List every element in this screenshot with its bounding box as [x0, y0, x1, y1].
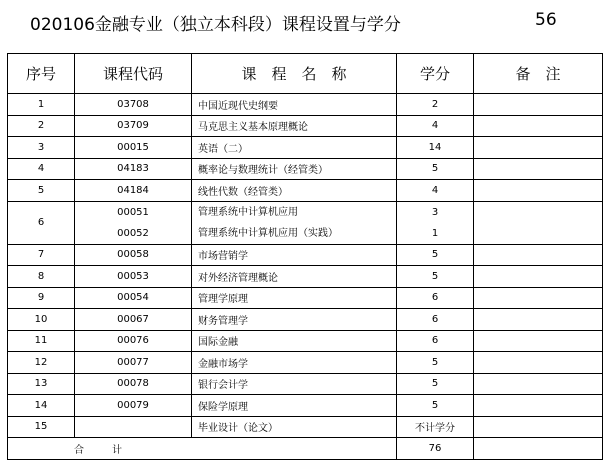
cell-name: 马克思主义基本原理概论: [192, 115, 397, 137]
cell-name: 中国近现代史纲要: [192, 94, 397, 116]
total-label-a: 合: [74, 444, 84, 456]
cell-credit: 5: [397, 266, 474, 288]
cell-name: 管理学原理: [192, 287, 397, 309]
table-row: [8, 137, 603, 159]
cell-note: [474, 115, 603, 137]
cell-credit: 6: [397, 287, 474, 309]
cell-name: [192, 201, 397, 244]
cell-code: 00067: [75, 309, 192, 331]
cell-code: 00058: [75, 244, 192, 266]
cell-note: [474, 352, 603, 374]
cell-no: 10: [8, 309, 75, 331]
table-row: [8, 309, 603, 331]
cell-name: 毕业设计（论文）: [192, 416, 397, 438]
cell-credit: 14: [397, 137, 474, 159]
cell-no: 15: [8, 416, 75, 438]
cell-name: 线性代数（经管类）: [192, 180, 397, 202]
total-label-b: 计: [112, 444, 122, 456]
cell-note: [474, 373, 603, 395]
cell-note: [474, 395, 603, 417]
table-row: [8, 244, 603, 266]
cell-credit: 5: [397, 352, 474, 374]
cell-note: [474, 94, 603, 116]
cell-code: 03709: [75, 115, 192, 137]
cell-code: [75, 201, 192, 244]
table-header-row: [8, 54, 603, 94]
cell-note: [474, 416, 603, 438]
course-table: [7, 53, 603, 460]
cell-name: 金融市场学: [192, 352, 397, 374]
cell-credit: 5: [397, 395, 474, 417]
total-note: [474, 438, 603, 460]
table-row: [8, 330, 603, 352]
table-row: [8, 94, 603, 116]
header-no: 序号: [8, 54, 75, 94]
cell-no: 13: [8, 373, 75, 395]
total-credit: 76: [397, 438, 474, 460]
table-row: [8, 115, 603, 137]
header-credit: 学分: [397, 54, 474, 94]
cell-no: 14: [8, 395, 75, 417]
cell-name-b: 管理系统中计算机应用（实践）: [198, 227, 338, 239]
header-note: 备 注: [474, 54, 603, 94]
cell-credit: 5: [397, 158, 474, 180]
table-row: [8, 158, 603, 180]
cell-credit: 2: [397, 94, 474, 116]
cell-credit-b: 1: [431, 227, 439, 239]
cell-no: 5: [8, 180, 75, 202]
cell-code: 00078: [75, 373, 192, 395]
cell-no: 9: [8, 287, 75, 309]
cell-name: 财务管理学: [192, 309, 397, 331]
cell-name: 银行会计学: [192, 373, 397, 395]
cell-name: 概率论与数理统计（经管类）: [192, 158, 397, 180]
cell-no: 6: [8, 201, 75, 244]
cell-code: 04184: [75, 180, 192, 202]
cell-note: [474, 330, 603, 352]
table-row: [8, 180, 603, 202]
cell-code: 03708: [75, 94, 192, 116]
page-title: [30, 10, 557, 35]
cell-credit: [397, 201, 474, 244]
table-row: [8, 373, 603, 395]
total-label: [8, 438, 397, 460]
cell-code-b: 00052: [117, 227, 149, 239]
table-row: [8, 395, 603, 417]
cell-credit: 5: [397, 244, 474, 266]
cell-no: 7: [8, 244, 75, 266]
cell-note: [474, 201, 603, 244]
cell-credit-a: 3: [431, 206, 439, 218]
cell-credit: 5: [397, 373, 474, 395]
cell-credit: 4: [397, 180, 474, 202]
table-row: [8, 416, 603, 438]
cell-code: 00079: [75, 395, 192, 417]
cell-no: 4: [8, 158, 75, 180]
cell-code: 00076: [75, 330, 192, 352]
table-row: [8, 266, 603, 288]
cell-code: 00015: [75, 137, 192, 159]
cell-code: 00053: [75, 266, 192, 288]
cell-name-a: 管理系统中计算机应用: [198, 206, 298, 218]
table-row: [8, 201, 603, 244]
cell-code: 00054: [75, 287, 192, 309]
cell-note: [474, 244, 603, 266]
cell-code-a: 00051: [117, 206, 149, 218]
table-row: [8, 287, 603, 309]
header-name: 课 程 名 称: [192, 54, 397, 94]
cell-credit: 6: [397, 309, 474, 331]
cell-name: 市场营销学: [192, 244, 397, 266]
cell-no: 3: [8, 137, 75, 159]
header-code: 课程代码: [75, 54, 192, 94]
cell-name: 保险学原理: [192, 395, 397, 417]
cell-note: [474, 287, 603, 309]
cell-name: 国际金融: [192, 330, 397, 352]
cell-no: 1: [8, 94, 75, 116]
page-number: 56: [535, 10, 557, 30]
total-row: [8, 438, 603, 460]
cell-code: 00077: [75, 352, 192, 374]
table-row: [8, 352, 603, 374]
cell-credit: 不计学分: [397, 416, 474, 438]
cell-code: 04183: [75, 158, 192, 180]
cell-note: [474, 158, 603, 180]
cell-no: 8: [8, 266, 75, 288]
cell-credit: 4: [397, 115, 474, 137]
cell-no: 11: [8, 330, 75, 352]
cell-note: [474, 309, 603, 331]
cell-name: 英语（二）: [192, 137, 397, 159]
cell-name: 对外经济管理概论: [192, 266, 397, 288]
cell-no: 12: [8, 352, 75, 374]
title-text: 020106金融专业（独立本科段）课程设置与学分: [30, 15, 401, 35]
cell-note: [474, 180, 603, 202]
cell-code: [75, 416, 192, 438]
cell-credit: 6: [397, 330, 474, 352]
cell-note: [474, 137, 603, 159]
cell-no: 2: [8, 115, 75, 137]
cell-note: [474, 266, 603, 288]
